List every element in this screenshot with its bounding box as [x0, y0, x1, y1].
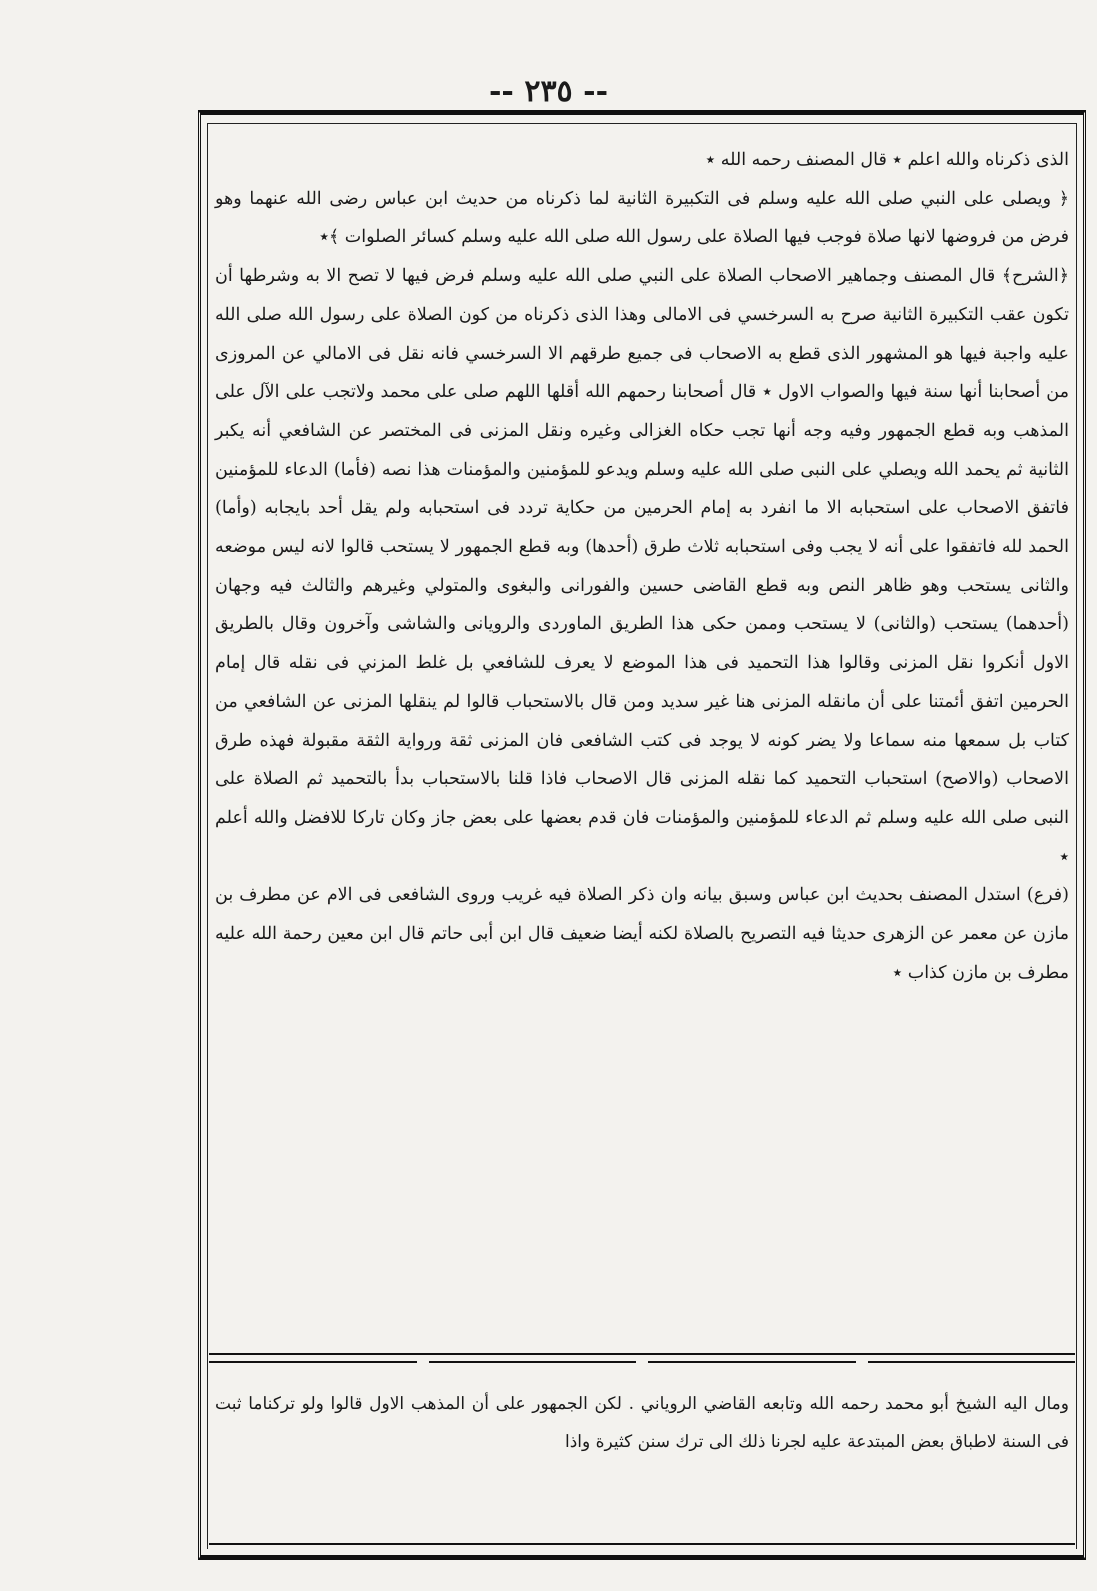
footnote: [215, 1385, 1069, 1461]
footnote-separator: [209, 1353, 1075, 1355]
main-text: [215, 141, 1069, 992]
footnote-text: ومال اليه الشيخ أبو محمد رحمه الله وتابعه القاضي الروياني . لكن الجمهور على أن المذهب الاول قالوا ولو تركناما ثبت فى السنة لاطباق بعض المبتدعة عليه لجرنا ذلك الى ترك سنن كثيرة واذا: [215, 1394, 1069, 1452]
paragraph-sharh: ﴿الشرح﴾ قال المصنف وجماهير الاصحاب الصلاة على النبي صلى الله عليه وسلم فرض فيها لا تصح الا به وشرطها أن تكون عقب التكبيرة الثانية صرح به السرخسي فى الامالى وهذا الذى ذكرناه من كون الصلاة على رسول الله صلى الله عليه واجبة فيها هو المشهور الذى قطع به الاصحاب فى جميع طرقهم الا السرخسي فانه نقل فى الامالي عن المروزى من أصحابنا أنها سنة فيها والصواب الاول ٭ قال أصحابنا رحمهم الله أقلها اللهم صلى على محمد ولاتجب على الآل على المذهب وبه قطع الجمهور وفيه وجه أنها تجب حكاه الغزالى وغيره ونقل المزنى فى المختصر عن الشافعي أنه يكبر الثانية ثم يحمد الله ويصلي على النبى صلى الله عليه وسلم ويدعو للمؤمنين والمؤمنات هذا نصه (فأما) الدعاء للمؤمنين فاتفق الاصحاب على استحبابه الا ما انفرد به إمام الحرمين من حكاية تردد فى استحبابه ولم يقل أحد بايجابه (وأما) الحمد لله فاتفقوا على أنه لا يجب وفى استحبابه ثلاث طرق (أحدها) وبه قطع الجمهور لا يستحب قالوا لانه ليس موضعه والثانى يستحب وهو ظاهر النص وبه قطع القاضى حسين والفورانى والبغوى والمتولي وغيرهم والثالث فيه وجهان (أحدهما) يستحب (والثانى) لا يستحب وممن حكى هذا الطريق الماوردى والرويانى والشاشى وآخرون وقال بالطريق الاول أنكروا نقل المزنى وقالوا هذا التحميد فى هذا الموضع لا يعرف للشافعي بل غلط المزني فى نقله قال إمام الحرمين اتفق أئمتنا على أن مانقله المزنى هنا غير سديد ومن قال بالاستحباب قالوا لم ينقلها المزنى عن الشافعي من كتاب بل سمعها منه سماعا ولا يضر كونه لا يوجد فى كتب الشافعى فان المزنى ثقة ورواية الثقة مقبولة فهذه طرق الاصحاب (والاصح) استحباب التحميد كما نقله المزنى قال الاصحاب فاذا قلنا بالاستحباب بدأ بالتحميد ثم الصلاة على النبى صلى الله عليه وسلم ثم الدعاء للمؤمنين والمؤمنات فان قدم بعضها على بعض جاز وكان تاركا للافضل والله أعلم ٭: [215, 266, 1069, 867]
page-frame: [198, 110, 1086, 1560]
paragraph-matn: ﴿ ويصلى على النبي صلى الله عليه وسلم فى التكبيرة الثانية لما ذكرناه من حديث ابن عباس رضى الله عنهما وهو فرض من فروضها لانها صلاة فوجب فيها الصلاة على رسول الله صلى الله عليه وسلم كسائر الصلوات ﴾٭: [215, 188, 1069, 248]
page-number: -- ٢٣٥ --: [488, 74, 609, 109]
bottom-rule: [209, 1543, 1075, 1545]
footnote-separator-segments: [209, 1361, 1075, 1363]
paragraph-far: (فرع) استدل المصنف بحديث ابن عباس وسبق بيانه وان ذكر الصلاة فيه غريب وروى الشافعى فى الام عن مطرف بن مازن عن معمر عن الزهرى حديثا فيه التصريح بالصلاة لكنه أيضا ضعيف قال ابن أبى حاتم قال ابن معين رحمة الله عليه مطرف بن مازن كذاب ٭: [215, 885, 1069, 983]
paragraph-intro: الذى ذكرناه والله اعلم ٭ قال المصنف رحمه الله ٭: [705, 150, 1069, 170]
